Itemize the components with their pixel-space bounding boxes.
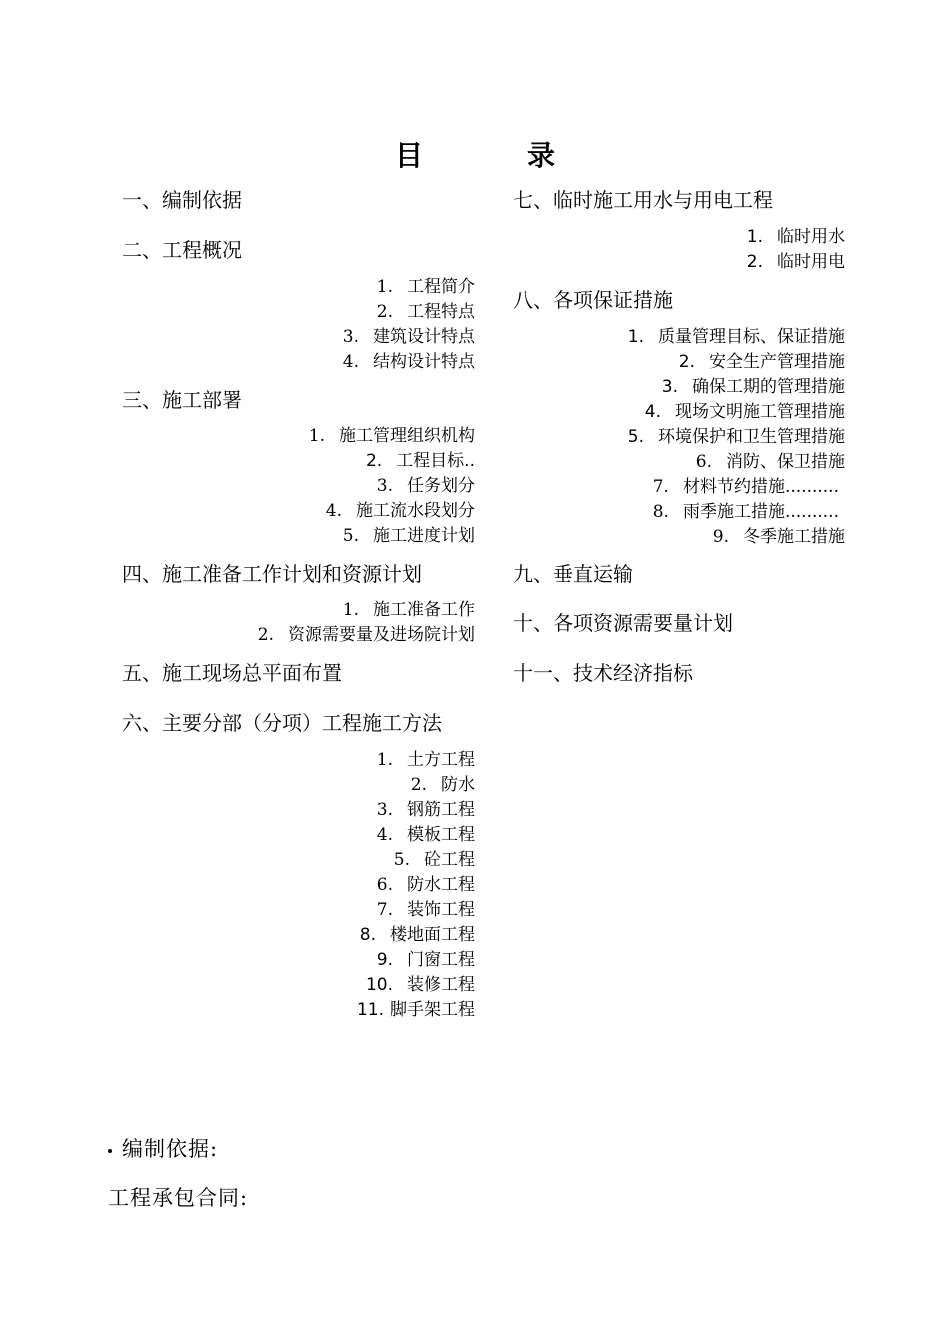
toc-item[interactable]: 1. 工程简介	[376, 277, 475, 297]
toc-heading-2[interactable]: 二、工程概况	[122, 238, 242, 262]
title-char-1: 目	[394, 139, 423, 172]
body-line-contract: 工程承包合同:	[108, 1186, 249, 1210]
bullet-dot-icon	[108, 1149, 112, 1153]
toc-item[interactable]: 5. 环境保护和卫生管理措施	[627, 427, 845, 447]
toc-item[interactable]: 5. 砼工程	[393, 850, 475, 870]
toc-item[interactable]: 3. 确保工期的管理措施	[661, 377, 845, 397]
toc-heading-10[interactable]: 十、各项资源需要量计划	[513, 611, 733, 635]
body-line-basis: 编制依据:	[108, 1133, 218, 1163]
toc-item[interactable]: 6. 防水工程	[376, 875, 475, 895]
toc-heading-9[interactable]: 九、垂直运输	[513, 562, 633, 586]
toc-item[interactable]: 2. 临时用电	[746, 252, 845, 272]
toc-item[interactable]: 1. 施工管理组织机构	[308, 426, 475, 446]
page-title	[0, 134, 950, 174]
toc-item[interactable]: 3. 钢筋工程	[376, 800, 475, 820]
toc-heading-6[interactable]: 六、主要分部（分项）工程施工方法	[122, 711, 442, 735]
toc-item[interactable]: 10. 装修工程	[365, 975, 475, 995]
toc-item[interactable]: 6. 消防、保卫措施	[695, 452, 845, 472]
toc-item[interactable]: 2. 安全生产管理措施	[678, 352, 845, 372]
toc-heading-4[interactable]: 四、施工准备工作计划和资源计划	[122, 562, 422, 586]
toc-item[interactable]: 8. 雨季施工措施..........	[652, 502, 839, 522]
toc-heading-5[interactable]: 五、施工现场总平面布置	[122, 661, 342, 685]
toc-item[interactable]: 5. 施工进度计划	[342, 526, 475, 546]
toc-item[interactable]: 4. 结构设计特点	[342, 352, 475, 372]
toc-item[interactable]: 3. 建筑设计特点	[342, 327, 475, 347]
toc-item[interactable]: 2. 资源需要量及进场院计划	[257, 625, 475, 645]
toc-item[interactable]: 3. 任务划分	[376, 476, 475, 496]
toc-item[interactable]: 2. 工程特点	[376, 302, 475, 322]
toc-heading-3[interactable]: 三、施工部署	[122, 388, 242, 412]
toc-item[interactable]: 1. 临时用水	[746, 227, 845, 247]
toc-heading-8[interactable]: 八、各项保证措施	[513, 288, 673, 312]
toc-item[interactable]: 4. 施工流水段划分	[325, 501, 475, 521]
title-char-2: 录	[527, 139, 556, 172]
toc-item[interactable]: 4. 模板工程	[376, 825, 475, 845]
toc-item[interactable]: 4. 现场文明施工管理措施	[644, 402, 845, 422]
toc-item[interactable]: 7. 装饰工程	[376, 900, 475, 920]
toc-item[interactable]: 2. 防水	[410, 775, 475, 795]
toc-item[interactable]: 1. 土方工程	[376, 750, 475, 770]
toc-item[interactable]: 1. 质量管理目标、保证措施	[627, 327, 845, 347]
toc-item[interactable]: 9. 门窗工程	[376, 950, 475, 970]
toc-item[interactable]: 2. 工程目标..	[365, 451, 475, 471]
toc-item[interactable]: 11. 脚手架工程	[356, 1000, 475, 1020]
toc-item[interactable]: 8. 楼地面工程	[359, 925, 475, 945]
toc-heading-1[interactable]: 一、编制依据	[122, 188, 242, 212]
toc-item[interactable]: 1. 施工准备工作	[342, 600, 475, 620]
toc-heading-7[interactable]: 七、临时施工用水与用电工程	[513, 188, 773, 212]
toc-item[interactable]: 7. 材料节约措施..........	[652, 477, 839, 497]
toc-item[interactable]: 9. 冬季施工措施	[712, 527, 845, 547]
toc-heading-11[interactable]: 十一、技术经济指标	[513, 661, 693, 685]
